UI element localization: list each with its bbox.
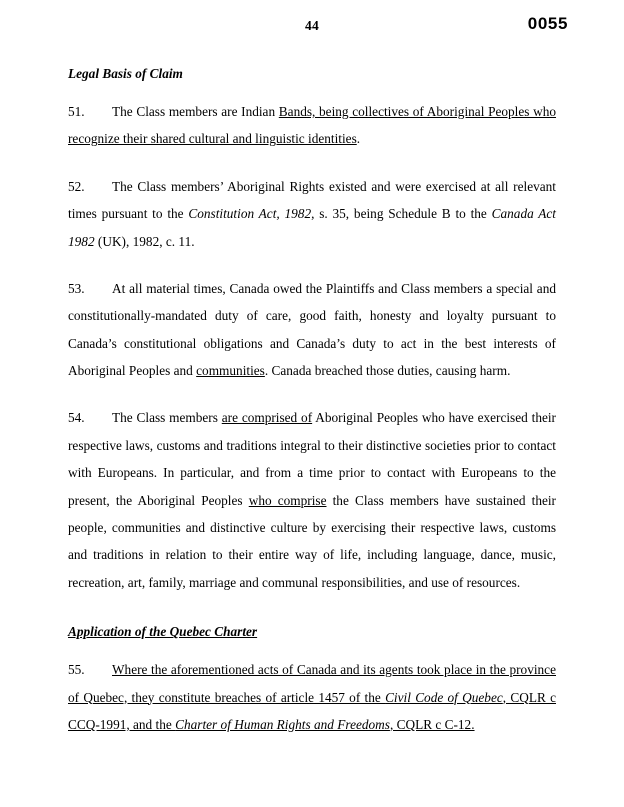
paragraph-54-text-a: The Class members bbox=[112, 410, 222, 426]
paragraph-54-text-underlined-2: who comprise bbox=[248, 492, 327, 508]
paragraph-55-citation-1: Civil Code of Quebec bbox=[385, 689, 503, 705]
paragraph-52-text-a: The Class members’ Aboriginal Rights existed and were exercised at all relevant times pursuant to the bbox=[68, 178, 556, 222]
page-header bbox=[0, 14, 624, 42]
paragraph-54-text-underlined-1: are comprised of bbox=[221, 410, 313, 426]
paragraph-55-text-a: Where the aforementioned acts of Canada and its agents took place in the province of Quebec, they constitute breaches of article 1457 of the bbox=[68, 662, 556, 705]
section-heading-legal-basis: Legal Basis of Claim bbox=[68, 66, 183, 81]
paragraph-52-text-c: (UK), 1982, c. 11. bbox=[94, 233, 195, 249]
section-heading-quebec-charter: Application of the Quebec Charter bbox=[68, 624, 258, 640]
paragraph-53-text-a: At all material times, Canada owed the Plaintiffs and Class members a special and constitutionally-mandated duty of care, good faith, honesty and loyalty pursuant to Canada’s constitutional obligations and Canada’s duty to act in the best interests of Aboriginal Peoples and bbox=[68, 280, 556, 379]
paragraph-55-text-b: , CQLR c CCQ-1991, and the bbox=[68, 689, 557, 732]
paragraph-54-text-e: the Class members have sustained their people, communities and distinctive culture by exercising their respective laws, customs and traditions in relation to their entire way of life, including language, dance, music, recreation, art, family, marriage and communal responsibilities, and use of resources. bbox=[68, 492, 556, 590]
paragraph-55-number: 55. bbox=[68, 662, 85, 678]
paragraph-53 bbox=[68, 275, 556, 385]
bates-stamp-number: 0055 bbox=[527, 14, 568, 33]
page-number: 44 bbox=[305, 18, 319, 33]
paragraph-54 bbox=[68, 404, 556, 596]
paragraph-52 bbox=[68, 173, 556, 255]
paragraph-52-citation-1: Constitution Act, 1982 bbox=[188, 206, 312, 222]
paragraph-52-text-b: , s. 35, being Schedule B to the bbox=[311, 206, 492, 222]
paragraph-51-text-c: . bbox=[356, 131, 361, 147]
paragraph-51-number: 51. bbox=[68, 103, 85, 119]
paragraph-53-number: 53. bbox=[68, 280, 85, 296]
paragraph-53-text-c: . Canada breached those duties, causing harm. bbox=[264, 363, 511, 379]
paragraph-52-number: 52. bbox=[68, 178, 85, 194]
document-body bbox=[68, 64, 556, 738]
paragraph-51-text-a: The Class members are Indian bbox=[112, 103, 279, 119]
paragraph-53-text-underlined: communities bbox=[196, 363, 265, 379]
paragraph-55 bbox=[68, 656, 556, 738]
paragraph-55-citation-2: Charter of Human Rights and Freedoms bbox=[175, 716, 390, 732]
paragraph-54-text-c: Aboriginal Peoples who have exercised their respective laws, customs and traditions integral to their distinctive societies prior to contact with Europeans. In particular, and from a time prior to contact with Europeans to the present, the Aboriginal Peoples bbox=[68, 410, 556, 508]
paragraph-52-citation-2: Canada Act 1982 bbox=[68, 206, 557, 249]
paragraph-55-text-c: , CQLR c C-12. bbox=[389, 716, 475, 732]
paragraph-51-text-underlined: Bands, being collectives of Aboriginal Peoples who recognize their shared cultural and linguistic identities bbox=[68, 103, 557, 147]
paragraph-54-number: 54. bbox=[68, 410, 85, 426]
paragraph-51 bbox=[68, 98, 556, 153]
